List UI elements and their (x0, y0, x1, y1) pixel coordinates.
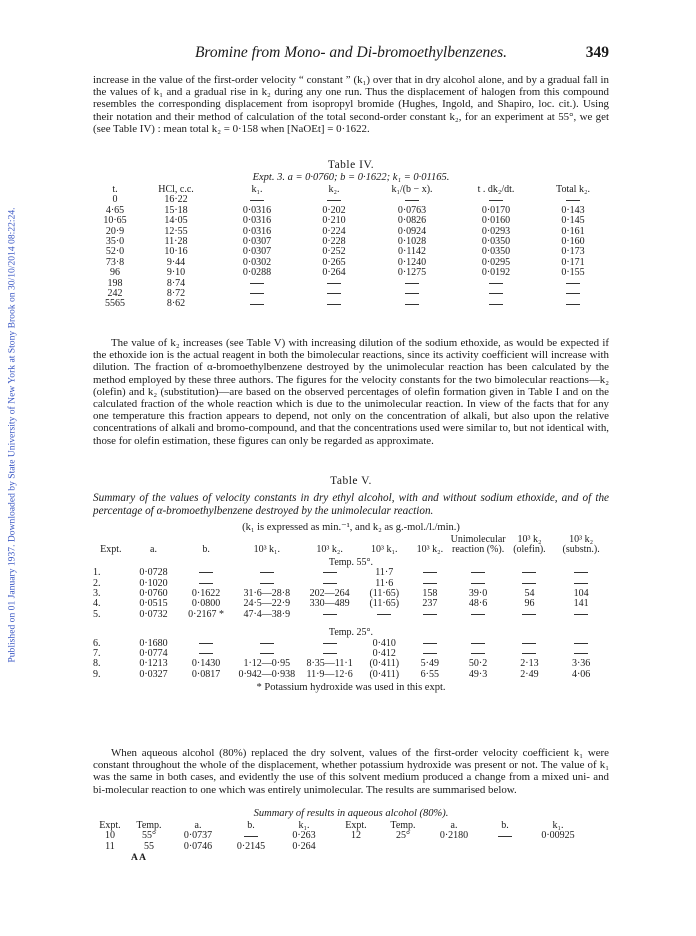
table-cell: 50·2 (468, 658, 488, 670)
table-cell: 54 (524, 588, 535, 600)
table-v-header: Unimolecular reaction (%). (450, 534, 506, 556)
table-cell: 5. (93, 608, 101, 620)
table-cell: 55 (144, 840, 154, 852)
table-cell: 9·44 (166, 256, 186, 268)
table-cell: 0·0515 (139, 598, 168, 610)
table-cell (455, 299, 537, 309)
table-cell: 0·0302 (242, 256, 272, 268)
table-row (93, 610, 609, 620)
paragraph-3-block (93, 747, 609, 796)
table-cell: 0·412 (372, 648, 396, 660)
table-cell: 0·0316 (242, 204, 272, 216)
table-aqueous-header: Temp. (136, 820, 162, 831)
table-v-caption: Table V. (330, 475, 372, 487)
table-cell: 0·264 (322, 267, 346, 279)
table-cell (234, 639, 300, 649)
table-cell: 9·10 (166, 267, 186, 279)
table-cell: 10 (105, 830, 115, 842)
table-cell (537, 289, 609, 299)
table-cell: 31·6—28·8 (243, 588, 291, 600)
table-cell (483, 831, 527, 841)
table-cell: 4. (93, 598, 101, 610)
table-row (93, 670, 609, 680)
table-cell: 0·0763 (397, 204, 427, 216)
table-cell (527, 842, 589, 852)
table-cell: 8·74 (166, 277, 186, 289)
table-iv-grid (93, 185, 609, 310)
table-aqueous-header: a. (194, 820, 202, 831)
table-iv-header: t . dk₂/dt. (477, 184, 515, 195)
table-cell: 49·3 (468, 668, 488, 680)
table-v-header: 10³ k₂ (olefin). (513, 534, 546, 556)
table-aqueous-header: k₁. (552, 820, 564, 831)
table-cell (369, 279, 455, 289)
table-iv (93, 159, 609, 310)
table-v-header: a. (150, 544, 157, 556)
table-row (93, 599, 609, 609)
table-cell (299, 279, 369, 289)
table-cell: 48·6 (468, 598, 488, 610)
table-cell: 3. (93, 588, 101, 600)
table-cell: 104 (573, 588, 589, 600)
table-cell (215, 289, 299, 299)
table-row (93, 639, 609, 649)
table-cell (300, 639, 360, 649)
table-cell: 0·143 (561, 204, 585, 216)
table-cell: 0·0295 (481, 256, 511, 268)
table-cell: 0·0737 (183, 830, 213, 842)
table-iv-header: k₁. (251, 184, 263, 195)
table-row (93, 568, 609, 578)
table-cell: 10·65 (103, 215, 127, 227)
group1-label: Temp. 55°. (328, 556, 374, 568)
table-cell (409, 610, 451, 620)
table-cell (369, 299, 455, 309)
table-cell: 5565 (105, 298, 125, 310)
signature-mark: A A (131, 853, 147, 864)
table-cell: 1. (93, 567, 101, 579)
table-cell: 14·05 (164, 215, 188, 227)
table-iv-header: HCl, c.c. (158, 184, 194, 195)
table-cell: 0·2145 (236, 840, 266, 852)
paragraph-1-block (93, 74, 609, 135)
table-cell: 7. (93, 648, 101, 660)
table-cell: 8. (93, 658, 101, 670)
table-cell: 39·0 (468, 588, 488, 600)
table-cell (455, 279, 537, 289)
table-cell: 0·0307 (242, 246, 272, 258)
table-cell (506, 610, 554, 620)
table-cell: 1·12—0·95 (243, 658, 291, 670)
table-cell (178, 568, 234, 578)
table-cell: 0·173 (561, 246, 585, 258)
group2-label-row (93, 626, 609, 638)
table-cell: 24·5—22·9 (243, 598, 291, 610)
table-aqueous-header: Expt. (99, 820, 121, 831)
table-cell: 5·49 (420, 658, 439, 670)
table-v-header: 10³ k₁. (253, 544, 281, 556)
table-v (93, 475, 609, 693)
table-cell: 0·0924 (397, 225, 427, 237)
table-cell: 12·55 (164, 225, 188, 237)
table-cell: (0·411) (369, 668, 400, 680)
table-cell: 0·228 (322, 236, 346, 248)
table-v-footnote: * Potassium hydroxide was used in this expt. (256, 682, 446, 694)
table-cell: 0·1275 (397, 267, 427, 279)
table-v-header: 10³ k₁. (371, 544, 398, 556)
table-cell: 242 (107, 288, 123, 300)
table-iv-header: t. (112, 184, 118, 195)
table-aqueous-caption: Summary of results in aqueous alcohol (80%). (253, 808, 449, 819)
table-aqueous-header: b. (501, 820, 509, 831)
table-cell: 8·62 (166, 298, 186, 310)
table-cell: 11·9—12·6 (306, 668, 353, 680)
table-cell (506, 568, 554, 578)
table-cell: 9. (93, 668, 101, 680)
table-cell: 47·4—38·9 (243, 608, 291, 620)
table-iv-header: Total k₂. (556, 184, 590, 195)
table-cell: 0·0293 (481, 225, 511, 237)
table-cell: 237 (422, 598, 438, 610)
table-cell: 0·1142 (398, 246, 426, 258)
table-aqueous-grid (93, 821, 589, 852)
table-cell: 11·6 (375, 577, 394, 589)
table-cell: 4·65 (105, 204, 125, 216)
table-v-header: 10³ k₂. (416, 544, 444, 556)
table-cell (409, 639, 451, 649)
table-cell: 0·1680 (139, 637, 168, 649)
paragraph-3: When aqueous alcohol (80%) replaced the dry solvent, values of the first-order velocity coefficient k₁ were constant throughout the whole of the displacement, whether potassium hydroxide was present or not. The value of k₁ was the same in both cases, and evidently the use of this solvent medium produced a change from a mixed uni- and bi-molecular reaction to one which was entirely unimolecular. The results are summarised below. (93, 747, 609, 796)
table-cell: (0·411) (369, 658, 400, 670)
table-cell: 0·1430 (191, 658, 221, 670)
paragraph-2-block (93, 337, 609, 447)
table-cell: 2·13 (520, 658, 539, 670)
table-cell: 2·49 (520, 668, 539, 680)
table-cell: 11·7 (375, 567, 394, 579)
table-cell (300, 610, 360, 620)
table-cell (178, 639, 234, 649)
table-cell (425, 842, 483, 852)
table-cell: 0·00925 (541, 830, 575, 842)
table-cell: 330—489 (309, 598, 350, 610)
table-cell: 52·0 (105, 246, 125, 258)
table-cell: 10·16 (164, 246, 188, 258)
table-cell (451, 639, 506, 649)
table-cell (451, 568, 506, 578)
table-cell: 0·160 (561, 236, 585, 248)
table-cell (553, 639, 609, 649)
table-cell (369, 289, 455, 299)
table-cell: 0·2180 (439, 830, 469, 842)
table-cell: 8·72 (166, 288, 186, 300)
table-cell: 0·0160 (481, 215, 511, 227)
table-cell: 0·410 (372, 637, 396, 649)
download-notice-text: Published on 01 January 1937. Downloaded by State University of New York at Stony Brook on 30/10/2014 08:22:24. (6, 207, 18, 663)
table-cell: 0·0774 (139, 648, 168, 660)
table-cell: 96 (110, 267, 120, 279)
table-cell (299, 289, 369, 299)
table-v-header: 10³ k₂. (316, 544, 343, 556)
table-cell: 0·202 (322, 204, 346, 216)
table-cell: 0·1213 (139, 658, 168, 670)
table-cell (381, 842, 425, 852)
table-cell: 0·210 (322, 215, 346, 227)
table-v-units: (k₁ is expressed as min.⁻¹, and k₂ as g.-mol./l./min.) (242, 522, 460, 533)
table-cell: 0·155 (561, 267, 585, 279)
table-cell: 15·18 (164, 204, 188, 216)
table-iv-header: k₂. (328, 184, 340, 195)
group1-label-row (93, 556, 609, 568)
table-aqueous-header: k₁. (298, 820, 310, 831)
table-cell: 0·0307 (242, 236, 272, 248)
table-cell: 0·252 (322, 246, 346, 258)
table-cell: 0·0327 (139, 668, 168, 680)
table-iv-header: k₁/(b − x). (391, 184, 433, 195)
table-cell (537, 299, 609, 309)
table-cell: 0·263 (292, 830, 316, 842)
table-cell: 6. (93, 637, 101, 649)
table-cell: 0·0316 (242, 225, 272, 237)
table-cell: 0·1020 (139, 577, 168, 589)
table-cell: 198 (107, 277, 123, 289)
table-v-header: 10³ k₂ (substn.). (562, 534, 600, 556)
table-cell: 158 (422, 588, 438, 600)
table-cell (553, 568, 609, 578)
table-row (93, 299, 609, 309)
table-cell (455, 289, 537, 299)
table-v-summary: Summary of the values of velocity constants in dry ethyl alcohol, with and without sodium ethoxide, and of the percentage of α-bromoethylbenzene destroyed by the unimolecular reaction. (93, 492, 609, 517)
table-cell: (11·65) (369, 588, 400, 600)
table-v-grid (93, 535, 609, 680)
group2-label: Temp. 25°. (328, 627, 374, 639)
table-cell: 0·0826 (397, 215, 427, 227)
table-cell: 11 (105, 840, 115, 852)
table-cell: 0·265 (322, 256, 346, 268)
table-cell: 4·06 (571, 668, 591, 680)
table-cell: 0·1622 (191, 588, 221, 600)
table-cell (506, 639, 554, 649)
table-cell: (11·65) (369, 598, 400, 610)
table-cell: 141 (573, 598, 589, 610)
table-cell (483, 842, 527, 852)
table-cell: 11·28 (164, 236, 188, 248)
table-cell: 0·171 (561, 256, 585, 268)
table-cell (215, 279, 299, 289)
table-iv-subtitle: Expt. 3. a = 0·0760; b = 0·1622; k₁ = 0·01165. (252, 172, 450, 183)
table-cell: 202—264 (309, 588, 350, 600)
table-cell: 0 (112, 194, 118, 206)
table-cell (359, 610, 409, 620)
table-cell: 73·8 (105, 256, 125, 268)
running-header (93, 44, 609, 66)
table-cell (409, 568, 451, 578)
table-cell: 0·1240 (397, 256, 427, 268)
table-cell: 0·224 (322, 225, 346, 237)
table-cell: 55° (142, 830, 156, 842)
table-aqueous-header: Temp. (390, 820, 416, 831)
table-cell: 0·0192 (481, 267, 511, 279)
table-cell: 0·942—0·938 (238, 668, 296, 680)
table-cell: 8·35—11·1 (306, 658, 353, 670)
paragraph-1: increase in the value of the first-order velocity “ constant ” (k₁) over that in dry alcohol alone, and by a gradual fall in the values of k₁ and a gradual rise in k₂ during any one run. Thus the displacement of halogen from this compound resembles the corresponding displacement from isopropyl bromide (Hughes, Ingold, and Shapiro, loc. cit.). Using their notation and their method of calculation of the total second-order constant k₂, for an experiment at 55°, we get (see Table IV) : mean total k₂ = 0·158 when [NaOEt] = 0·1622. (93, 74, 609, 135)
table-cell: 0·0170 (481, 204, 511, 216)
table-cell: 0·0817 (191, 668, 221, 680)
table-cell (299, 299, 369, 309)
table-iv-caption: Table IV. (327, 159, 375, 171)
table-aqueous-header: a. (450, 820, 458, 831)
table-cell: 0·0350 (481, 246, 511, 258)
table-cell (331, 842, 381, 852)
table-cell: 0·145 (561, 215, 585, 227)
table-aqueous (93, 808, 609, 863)
table-cell (215, 299, 299, 309)
table-cell: 0·1028 (397, 236, 427, 248)
table-cell: 0·0732 (139, 608, 168, 620)
table-cell: 35·0 (105, 236, 125, 248)
table-cell: 0·0316 (242, 215, 272, 227)
table-cell: 0·0760 (139, 588, 168, 600)
paragraph-2: The value of k₂ increases (see Table V) with increasing dilution of the sodium ethoxide, as would be expected if the ethoxide ion is the actual reagent in both the bimolecular reactions, since its activity coefficient will increase with dilution. The fraction of α-bromoethylbenzene destroyed by the unimolecular reaction has been calculated by the method employed by these three authors. The figures for the velocity constants for the two bimolecular reactions—k₂ (olefin) and k₂ (substitution)—are based on the observed percentages of olefin formation given in Table I and on the calculated fraction of the whole reaction which is due to the unimolecular reaction. In view of the facts that for any one temperature this fraction appears to depend, not only on the concentration of alkali, but also upon the relative concentrations of alkali and bromo-compound, and that the concentrations used were similar to, but not identical with, those for olefin estimation, these figures can only be regarded as approximate. (93, 337, 609, 447)
table-cell (553, 610, 609, 620)
table-cell: 96 (524, 598, 535, 610)
table-cell: 0·0350 (481, 236, 511, 248)
table-cell (537, 279, 609, 289)
table-row (93, 842, 589, 852)
table-cell: 0·161 (561, 225, 585, 237)
table-v-header: Expt. (100, 544, 122, 556)
table-cell: 3·36 (571, 658, 591, 670)
table-cell: 0·0746 (183, 840, 213, 852)
table-cell: 0·0800 (191, 598, 221, 610)
table-cell: 6·55 (420, 668, 439, 680)
table-cell: 0·2167 * (188, 608, 225, 620)
page-number: 349 (585, 44, 609, 61)
table-cell: 0·264 (292, 840, 316, 852)
table-row (93, 831, 589, 841)
table-aqueous-header: b. (247, 820, 255, 831)
table-cell: 25° (396, 830, 410, 842)
table-cell: 12 (351, 830, 361, 842)
table-cell (451, 610, 506, 620)
table-cell: 16·22 (164, 194, 188, 206)
table-cell: 0·0288 (242, 267, 272, 279)
table-cell (234, 568, 300, 578)
table-cell (300, 568, 360, 578)
table-aqueous-header: Expt. (345, 820, 367, 831)
table-v-header: b. (202, 544, 210, 556)
download-notice (5, 110, 19, 760)
table-cell: 2. (93, 577, 101, 589)
running-title: Bromine from Mono- and Di-bromoethylbenzenes. (194, 44, 508, 61)
table-cell: 20·9 (105, 225, 125, 237)
table-cell: 0·0728 (139, 567, 168, 579)
